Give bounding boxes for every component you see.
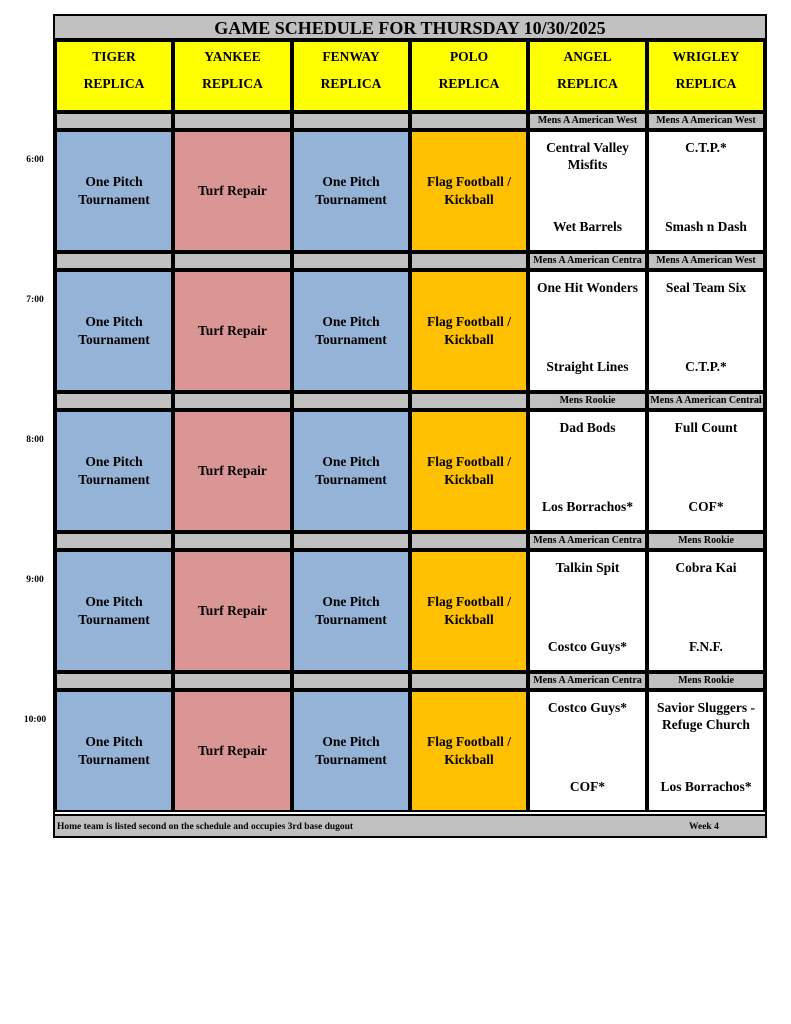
away-team: Costco Guys* — [547, 639, 628, 654]
field-use-cell — [292, 270, 410, 392]
division-label: Mens A American Central — [647, 392, 765, 410]
band-spacer — [292, 112, 410, 130]
time-label: 9:00 — [26, 575, 44, 585]
field-use-cell — [55, 550, 173, 672]
field-header-polo — [410, 40, 528, 112]
field-use-label: One Pitch Tournament — [78, 314, 150, 347]
home-team: Costco Guys* — [547, 700, 628, 715]
field-name: FENWAY — [322, 49, 380, 64]
field-use-label: Turf Repair — [198, 183, 267, 198]
field-use-label: One Pitch Tournament — [315, 594, 387, 627]
away-team: COF* — [569, 779, 606, 794]
field-subtitle: REPLICA — [438, 76, 500, 91]
time-label: 7:00 — [26, 295, 44, 305]
away-team: Wet Barrels — [552, 219, 623, 234]
field-use-cell — [55, 270, 173, 392]
band-spacer — [173, 112, 292, 130]
field-use-cell — [410, 690, 528, 812]
field-subtitle: REPLICA — [83, 76, 145, 91]
away-team: Los Borrachos* — [660, 779, 752, 794]
away-team: Los Borrachos* — [541, 499, 634, 514]
home-team: Cobra Kai — [675, 560, 737, 575]
division-label: Mens Rookie — [528, 392, 647, 410]
band-spacer — [292, 252, 410, 270]
field-use-cell — [173, 690, 292, 812]
home-team: One Hit Wonders — [536, 280, 638, 295]
division-label: Mens A American West — [647, 252, 765, 270]
band-spacer — [173, 672, 292, 690]
field-use-cell — [292, 550, 410, 672]
away-team: COF* — [688, 499, 724, 514]
field-use-label: Flag Football / Kickball — [427, 734, 511, 767]
division-label: Mens Rookie — [647, 672, 765, 690]
game-cell — [528, 270, 647, 392]
field-header-yankee — [173, 40, 292, 112]
field-use-label: Turf Repair — [198, 463, 267, 478]
field-use-label: Flag Football / Kickball — [427, 174, 511, 207]
page-title: GAME SCHEDULE FOR THURSDAY 10/30/2025 — [55, 16, 765, 40]
field-use-label: One Pitch Tournament — [78, 734, 150, 767]
band-spacer — [410, 252, 528, 270]
field-use-label: One Pitch Tournament — [78, 174, 150, 207]
field-use-label: One Pitch Tournament — [315, 734, 387, 767]
field-use-label: Turf Repair — [198, 603, 267, 618]
game-cell — [647, 410, 765, 532]
field-use-label: One Pitch Tournament — [315, 454, 387, 487]
division-label: Mens A American West — [528, 112, 647, 130]
field-use-label: One Pitch Tournament — [78, 594, 150, 627]
band-spacer — [55, 532, 173, 550]
field-use-label: Flag Football / Kickball — [427, 314, 511, 347]
game-cell — [528, 550, 647, 672]
home-team: Dad Bods — [559, 420, 616, 435]
field-use-cell — [173, 270, 292, 392]
field-subtitle: REPLICA — [675, 76, 737, 91]
band-spacer — [292, 532, 410, 550]
field-use-label: Turf Repair — [198, 323, 267, 338]
field-name: WRIGLEY — [672, 49, 740, 64]
field-subtitle: REPLICA — [320, 76, 382, 91]
field-use-cell — [55, 690, 173, 812]
footer-note: Home team is listed second on the schedule and occupies 3rd base dugout — [57, 822, 354, 832]
field-use-cell — [410, 410, 528, 532]
field-header-angel — [528, 40, 647, 112]
band-spacer — [55, 672, 173, 690]
division-label: Mens A American Centra — [528, 252, 647, 270]
field-header-tiger — [55, 40, 173, 112]
home-team: Seal Team Six — [665, 280, 747, 295]
field-use-cell — [173, 130, 292, 252]
schedule-footer — [55, 814, 765, 836]
game-cell — [647, 550, 765, 672]
game-cell — [647, 270, 765, 392]
field-header-fenway — [292, 40, 410, 112]
away-team: F.N.F. — [689, 639, 723, 654]
field-name: TIGER — [92, 49, 136, 64]
away-team: Smash n Dash — [665, 219, 747, 234]
home-team: Talkin Spit — [555, 560, 620, 575]
game-cell — [528, 410, 647, 532]
band-spacer — [410, 532, 528, 550]
field-use-cell — [292, 410, 410, 532]
division-label: Mens Rookie — [647, 532, 765, 550]
field-name: ANGEL — [563, 49, 612, 64]
time-label: 10:00 — [23, 715, 47, 725]
band-spacer — [410, 112, 528, 130]
band-spacer — [55, 252, 173, 270]
game-cell — [528, 130, 647, 252]
field-use-cell — [292, 130, 410, 252]
field-use-cell — [410, 270, 528, 392]
field-use-cell — [55, 410, 173, 532]
field-use-cell — [173, 410, 292, 532]
field-name: YANKEE — [204, 49, 261, 64]
game-cell — [647, 130, 765, 252]
field-use-label: One Pitch Tournament — [78, 454, 150, 487]
game-cell — [647, 690, 765, 812]
field-use-label: Flag Football / Kickball — [427, 454, 511, 487]
field-use-cell — [410, 130, 528, 252]
field-subtitle: REPLICA — [557, 76, 618, 91]
band-spacer — [173, 532, 292, 550]
division-label: Mens A American Centra — [528, 532, 647, 550]
field-name: POLO — [449, 49, 489, 64]
field-use-label: Flag Football / Kickball — [427, 594, 511, 627]
field-header-wrigley — [647, 40, 765, 112]
home-team: Savior Sluggers - Refuge Church — [656, 700, 755, 732]
game-cell — [528, 690, 647, 812]
field-subtitle: REPLICA — [202, 76, 263, 91]
week-label: Week 4 — [689, 822, 719, 832]
band-spacer — [410, 672, 528, 690]
away-team: Straight Lines — [546, 359, 629, 374]
band-spacer — [55, 392, 173, 410]
field-use-cell — [410, 550, 528, 672]
division-label: Mens A American Centra — [528, 672, 647, 690]
band-spacer — [173, 252, 292, 270]
field-use-label: One Pitch Tournament — [315, 314, 387, 347]
band-spacer — [410, 392, 528, 410]
band-spacer — [173, 392, 292, 410]
field-use-label: Turf Repair — [198, 743, 267, 758]
time-label: 8:00 — [26, 435, 44, 445]
home-team: C.T.P.* — [685, 140, 727, 155]
band-spacer — [55, 112, 173, 130]
field-use-cell — [173, 550, 292, 672]
field-use-label: One Pitch Tournament — [315, 174, 387, 207]
field-use-cell — [55, 130, 173, 252]
field-use-cell — [292, 690, 410, 812]
band-spacer — [292, 392, 410, 410]
away-team: C.T.P.* — [685, 359, 727, 374]
home-team: Central Valley Misfits — [546, 140, 629, 172]
time-label: 6:00 — [26, 155, 44, 165]
division-label: Mens A American West — [647, 112, 765, 130]
band-spacer — [292, 672, 410, 690]
home-team: Full Count — [674, 420, 738, 435]
